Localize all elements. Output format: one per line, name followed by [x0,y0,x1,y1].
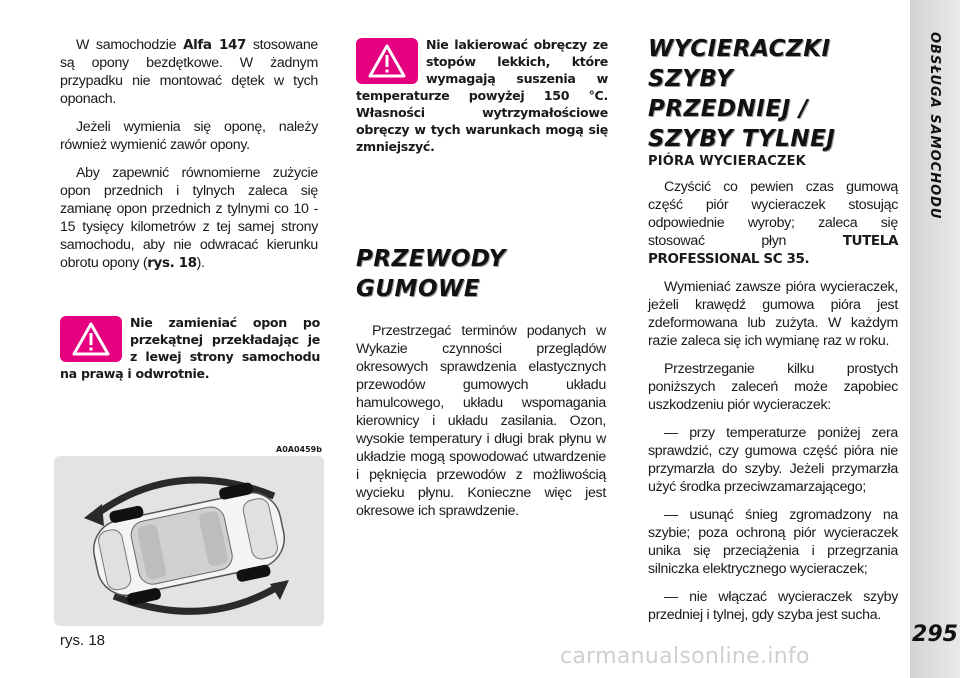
warning-triangle-icon [60,316,122,362]
list-item: — nie włączać wycieraczek szyby przedniej i tylnej, gdy szyba jest sucha. [648,589,898,623]
warning-text-tires: Nie zamieniać opon po przekątnej przekładając je z lewej strony samochodu na prawą i odwrotnie. [60,315,320,381]
section-title: OBSŁUGA SAMOCHODU [927,32,942,220]
warning-box-tires [60,314,320,382]
paragraph-valve: Jeżeli wymienia się oponę, należy również wymienić zawór opony. [60,119,318,153]
column-left [60,36,318,272]
heading-rubber-hoses: PRZEWODY GUMOWE [356,246,506,302]
watermark: carmanualsonline.info [560,644,810,669]
warning-box-rims [356,36,608,155]
wipers-text-block [648,178,898,624]
page-number: 295 [912,622,958,647]
figure-tire-rotation [54,456,324,626]
list-item: — przy temperaturze poniżej zera sprawdzić, czy gumowa część pióra nie przymarzła do szyby. Jeżeli przymarzła użyć środka przeciwzamarzającego; [648,425,898,495]
figure-reference: rys. 18 [147,255,197,271]
paragraph-hoses: Przestrzegać terminów podanych w Wykazie czynności przeglądów okresowych sprawdzenia elastycznych przewodów gumowych układu hamulcowego, układu wspomagania kierownicy i układu zasilania. Ozon, wysokie temperatury i długi brak płynu w układzie mogą spowodować utwardzenie i pęknięcia przewodów z możliwością wycieku płynu. Konieczne więc jest okresowe ich sprawdzenie. [356,323,606,519]
warning-triangle-icon [356,38,418,84]
list-item: — usunąć śnieg zgromadzony na szybie; poza ochroną piór wycieraczek unika się przeciążenia i przegrzania silniczka elektrycznego wycieraczek; [648,507,898,577]
model-name: Alfa 147 [183,37,247,53]
figure-code: A0A0459b [276,445,322,454]
subheading-wiper-blades: PIÓRA WYCIERACZEK [648,154,806,169]
heading-wipers: WYCIERACZKI SZYBY PRZEDNIEJ / SZYBY TYLNEJ [648,36,836,152]
figure-caption: rys. 18 [60,632,106,649]
paragraph-rotation: Aby zapewnić równomierne zużycie opon przednich i tylnych zaleca się zamianę opon przednich z tylnymi co 10 - 15 tysięcy kilometrów z tej samej strony samochodu, aby nie odwracać kierunku obrotu opony (rys. 18). [60,165,318,271]
paragraph-tubeless: W samochodzie Alfa 147 stosowane są opony bezdętkowe. W żadnym przypadku nie montować dętek w tych oponach. [60,37,318,107]
paragraph-replace: Wymieniać zawsze pióra wycieraczek, jeżeli krawędź gumowa pióra jest zdeformowana lub zużyta. W każdym razie zaleca się ich wymianę raz w roku. [648,279,898,349]
paragraph-cleaning: Czyścić co pewien czas gumową część piór wycieraczek stosując odpowiednie wyroby; zaleca się stosować płyn TUTELA PROFESSIONAL SC 35. [648,179,898,267]
paragraph-advice: Przestrzeganie kilku prostych poniższych zaleceń może zapobiec uszkodzeniu piór wycieraczek: [648,361,898,413]
warning-text-rims: Nie lakierować obręczy ze stopów lekkich, które wymagają suszenia w temperaturze powyżej 150 °C. Własności wytrzymałościowe obręczy w tych warunkach mogą się zmniejszyć. [356,37,608,154]
hoses-text-block [356,322,606,520]
product-name: TUTELA PROFESSIONAL SC 35. [648,233,898,267]
car-top-view-illustration [54,456,324,626]
